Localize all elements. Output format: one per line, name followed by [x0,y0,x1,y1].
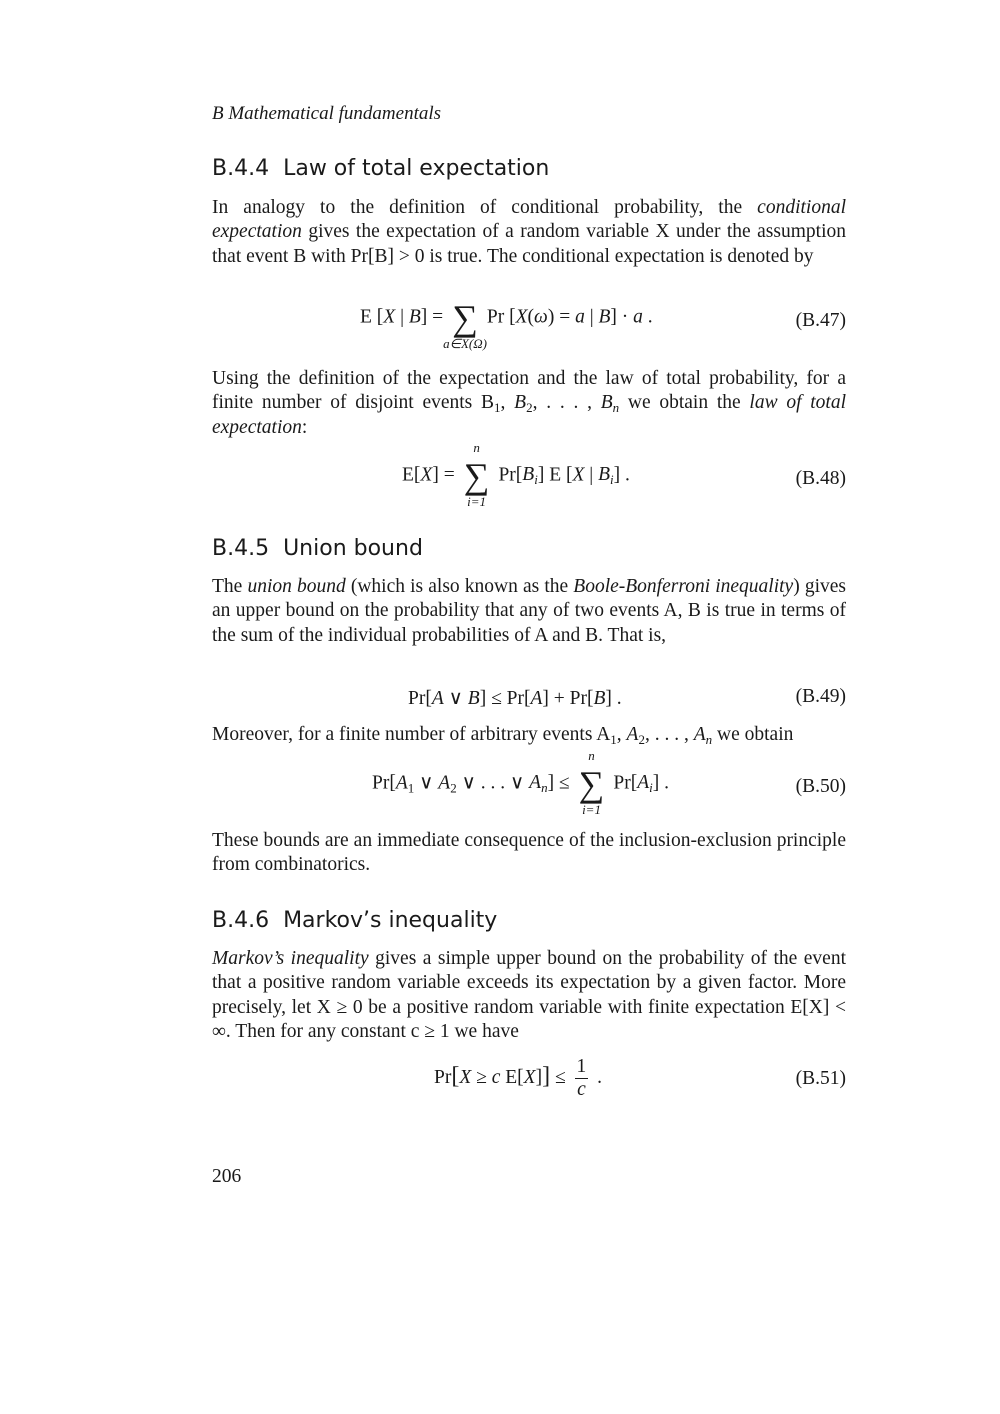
equation-body: E [X | B] = ∑ a∈X(Ω) Pr [X(ω) = a | B] · a . [360,298,653,351]
section-title-b46 [212,907,497,935]
section-heading: Law of total expectation [283,156,550,181]
section-number: B.4.5 [212,536,270,561]
paragraph-total-expectation: Using the definition of the expectation and the law of total probability, for a finite number of disjoint events $B_1$, $B_2$, . . . , $B_n$ we obtain the law of total expectation: [212,368,846,438]
equation-body: Pr[X ≥ c E[X]] ≤ $\frac{1}{c}$ . [434,1056,603,1100]
sum-symbol: n ∑ i=1 [463,440,490,509]
equation-body: Pr[A ∨ B] ≤ Pr[A] + Pr[B] . [408,688,622,709]
equation-number: (B.50) [795,776,846,797]
equation-number: (B.49) [795,686,846,707]
paragraph-markov: Markov’s inequality gives a simple upper bound on the probability of the event that a positive random variable exceeds its expectation by a given factor. More precisely, let X ≥ 0 be a positive random variable with finite expectation E[X] < ∞. Then for any constant c ≥ 1 we have [212,948,846,1042]
section-heading: Markov’s inequality [283,908,498,933]
sum-symbol: ∑ a∈X(Ω) [443,298,487,351]
equation-number: (B.48) [795,468,846,489]
section-title-b45 [212,535,423,563]
section-number: B.4.6 [212,908,270,933]
equation-b47 [212,300,846,360]
section-heading: Union bound [283,536,423,561]
sum-symbol: n ∑ i=1 [578,748,605,817]
paragraph-conditional-expectation: In analogy to the definition of conditional probability, the conditional expectation gives the expectation of a random variable X under the assumption that event B with Pr[B] > 0 is true. The conditional expectation is denoted by [212,197,846,267]
paragraph-finite-events: Moreover, for a finite number of arbitrary events $A_1$, $A_2$, . . . , $A_n$ we obtain [212,724,794,747]
fraction: $\frac{1}{c}$ [576,1056,587,1100]
equation-b48 [212,440,846,518]
equation-b51 [212,1056,846,1106]
equation-number: (B.47) [795,310,846,331]
paragraph-union-bound: The union bound (which is also known as the Boole-Bonferroni inequality) gives an upper bound on the probability that any of two events A, B is true in terms of the sum of the individual probabilities of A and B. That is, [212,576,846,646]
paragraph-inclusion-exclusion: These bounds are an immediate consequence of the inclusion-exclusion principle from combinatorics. [212,830,846,876]
section-number: B.4.4 [212,156,270,181]
equation-body: E[X] = n ∑ i=1 $Pr[B_i]$ E [X | $B_i$] . [402,440,630,509]
section-title-b44 [212,155,549,183]
equation-b50 [212,748,846,826]
equation-body: $Pr[A_1$ ∨ $A_2$ ∨ . . . ∨ $A_n$] ≤ n ∑ i=1 $Pr[A_i]$ . [372,748,670,817]
page-number: 206 [212,1166,242,1187]
equation-number: (B.51) [795,1068,846,1089]
running-head: B Mathematical fundamentals [212,103,442,124]
equation-b49 [212,686,846,716]
